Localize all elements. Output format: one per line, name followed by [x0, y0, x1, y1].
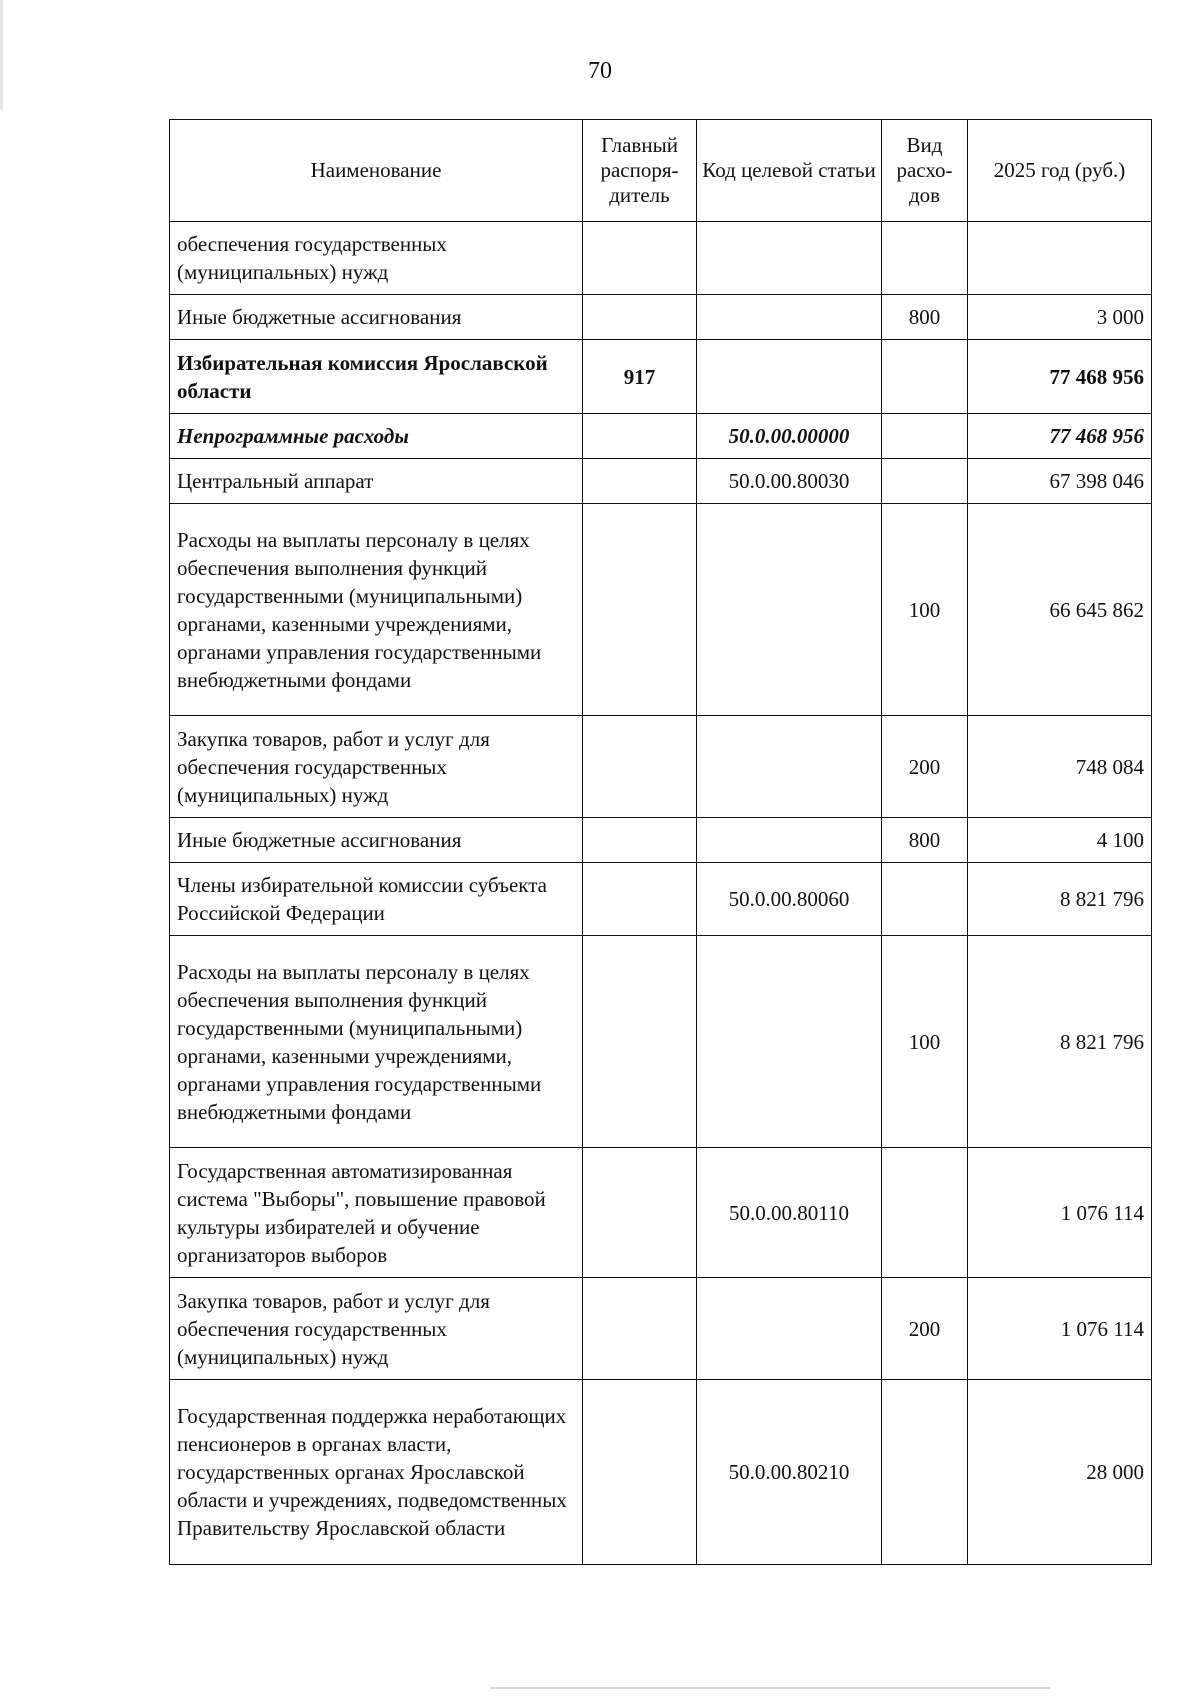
table-row: [170, 1148, 1152, 1278]
cell-amount: 66 645 862: [968, 504, 1152, 716]
cell-name: Избирательная комиссия Ярославской области: [170, 340, 583, 414]
cell-code: 50.0.00.80110: [697, 1148, 882, 1278]
cell-type: [882, 1148, 968, 1278]
cell-manager: [583, 936, 697, 1148]
cell-amount: 67 398 046: [968, 459, 1152, 504]
cell-amount: 28 000: [968, 1380, 1152, 1565]
cell-manager: [583, 222, 697, 295]
table-row: [170, 222, 1152, 295]
cell-name: Расходы на выплаты персоналу в целях обеспечения выполнения функций государственными (муниципальными) органами, казенными учреждениями, органами управления государственными внебюджетными фондами: [170, 936, 583, 1148]
cell-name: Закупка товаров, работ и услуг для обеспечения государственных (муниципальных) нужд: [170, 716, 583, 818]
cell-code: [697, 340, 882, 414]
cell-name: Иные бюджетные ассигнования: [170, 818, 583, 863]
cell-amount: 4 100: [968, 818, 1152, 863]
cell-code: 50.0.00.80060: [697, 863, 882, 936]
cell-manager: 917: [583, 340, 697, 414]
scan-edge-artifact: [0, 0, 3, 110]
cell-amount: 77 468 956: [968, 340, 1152, 414]
header-name: Наименование: [170, 120, 583, 222]
cell-code: 50.0.00.80030: [697, 459, 882, 504]
header-amount: 2025 год (руб.): [968, 120, 1152, 222]
cell-manager: [583, 1148, 697, 1278]
cell-name: Расходы на выплаты персоналу в целях обеспечения выполнения функций государственными (муниципальными) органами, казенными учреждениями, органами управления государственными внебюджетными фондами: [170, 504, 583, 716]
cell-name: Государственная автоматизированная система "Выборы", повышение правовой культуры избирателей и обучение организаторов выборов: [170, 1148, 583, 1278]
cell-manager: [583, 716, 697, 818]
header-code: Код целевой статьи: [697, 120, 882, 222]
cell-code: [697, 504, 882, 716]
cell-code: [697, 295, 882, 340]
cell-amount: 77 468 956: [968, 414, 1152, 459]
cell-name: обеспечения государственных (муниципальных) нужд: [170, 222, 583, 295]
table-row: [170, 1278, 1152, 1380]
table-row: [170, 414, 1152, 459]
cell-name: Непрограммные расходы: [170, 414, 583, 459]
cell-code: [697, 716, 882, 818]
cell-manager: [583, 504, 697, 716]
cell-code: [697, 222, 882, 295]
budget-table: [169, 119, 1152, 1565]
cell-type: 200: [882, 716, 968, 818]
table-row: [170, 716, 1152, 818]
cell-manager: [583, 295, 697, 340]
table-row: [170, 295, 1152, 340]
cell-code: [697, 1278, 882, 1380]
cell-manager: [583, 414, 697, 459]
cell-type: [882, 1380, 968, 1565]
table-header-row: [170, 120, 1152, 222]
cell-manager: [583, 459, 697, 504]
cell-type: [882, 863, 968, 936]
cell-code: 50.0.00.80210: [697, 1380, 882, 1565]
cell-type: [882, 340, 968, 414]
cell-amount: [968, 222, 1152, 295]
cell-code: [697, 936, 882, 1148]
cell-type: 800: [882, 818, 968, 863]
cell-amount: 1 076 114: [968, 1278, 1152, 1380]
cell-type: [882, 459, 968, 504]
cell-amount: 8 821 796: [968, 863, 1152, 936]
cell-type: 200: [882, 1278, 968, 1380]
cell-type: [882, 414, 968, 459]
table-row: [170, 818, 1152, 863]
table-row: [170, 936, 1152, 1148]
cell-type: 100: [882, 504, 968, 716]
cell-code: 50.0.00.00000: [697, 414, 882, 459]
header-manager: Главный распоря-дитель: [583, 120, 697, 222]
table-row: [170, 863, 1152, 936]
cell-amount: 1 076 114: [968, 1148, 1152, 1278]
cell-amount: 3 000: [968, 295, 1152, 340]
scan-edge-artifact: [490, 1687, 1050, 1689]
cell-name: Члены избирательной комиссии субъекта Российской Федерации: [170, 863, 583, 936]
cell-amount: 8 821 796: [968, 936, 1152, 1148]
table-body: [170, 222, 1152, 1565]
table-row: [170, 1380, 1152, 1565]
cell-name: Иные бюджетные ассигнования: [170, 295, 583, 340]
cell-type: 100: [882, 936, 968, 1148]
cell-manager: [583, 863, 697, 936]
cell-manager: [583, 1278, 697, 1380]
cell-type: [882, 222, 968, 295]
table-row: [170, 340, 1152, 414]
cell-amount: 748 084: [968, 716, 1152, 818]
table-row: [170, 504, 1152, 716]
cell-name: Центральный аппарат: [170, 459, 583, 504]
table-row: [170, 459, 1152, 504]
cell-name: Закупка товаров, работ и услуг для обеспечения государственных (муниципальных) нужд: [170, 1278, 583, 1380]
cell-type: 800: [882, 295, 968, 340]
page-number: 70: [588, 58, 612, 84]
cell-code: [697, 818, 882, 863]
cell-manager: [583, 818, 697, 863]
cell-manager: [583, 1380, 697, 1565]
cell-name: Государственная поддержка неработающих пенсионеров в органах власти, государственных органах Ярославской области и учреждениях, подведомственных Правительству Ярославской области: [170, 1380, 583, 1565]
header-type: Вид расхо-дов: [882, 120, 968, 222]
